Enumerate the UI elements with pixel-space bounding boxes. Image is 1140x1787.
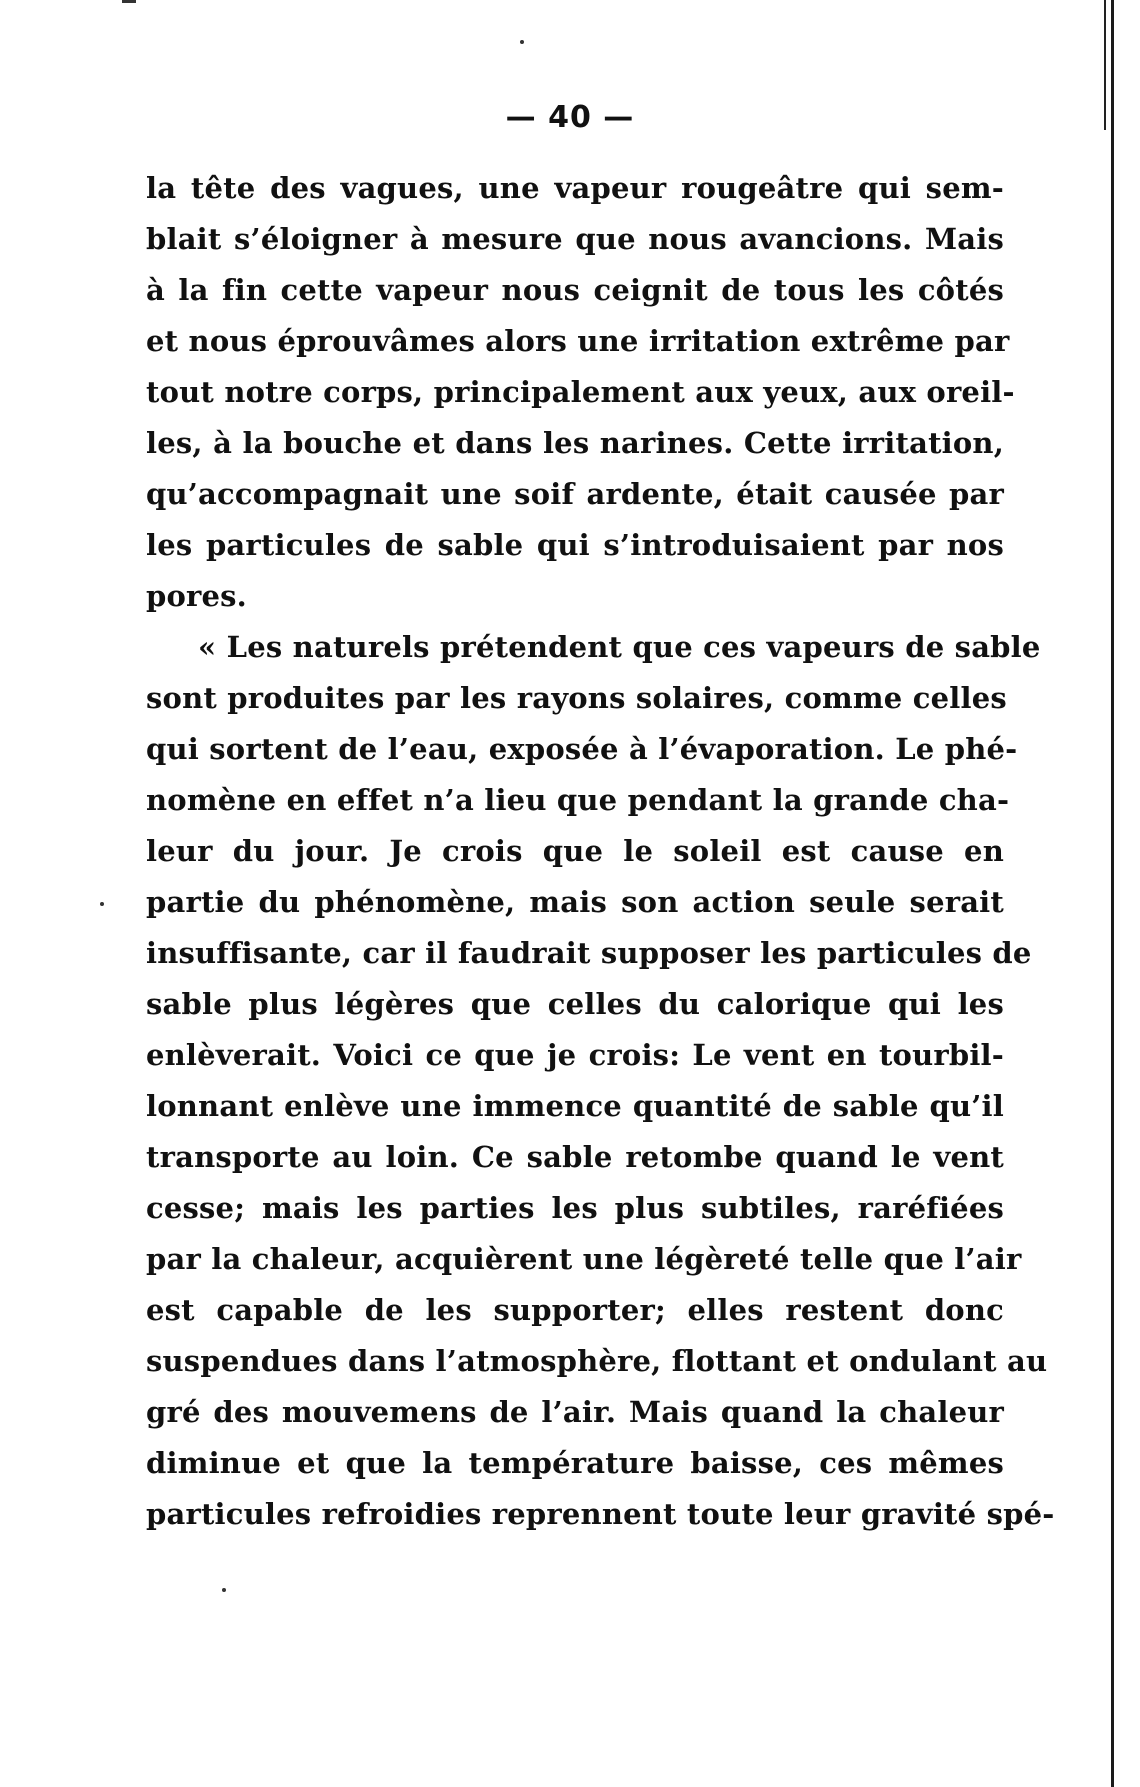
text-line: blait s’éloigner à mesure que nous avancions. Mais: [146, 222, 1004, 256]
text-line: lonnant enlève une immence quantité de sable qu’il: [146, 1089, 1004, 1123]
text-line: « Les naturels prétendent que ces vapeurs de sable: [198, 630, 1041, 664]
text-line: leur du jour. Je crois que le soleil est cause en: [146, 834, 1004, 868]
text-line: la tête des vagues, une vapeur rougeâtre qui sem-: [146, 171, 1004, 205]
page-number: — 40 —: [505, 100, 635, 135]
scan-speck: [222, 1588, 226, 1592]
body-text: [146, 163, 1055, 1540]
text-line: cesse; mais les parties les plus subtiles, raréfiées: [146, 1191, 1004, 1225]
text-line: à la fin cette vapeur nous ceignit de tous les côtés: [146, 273, 1004, 307]
scan-artifact-edge-line: [1111, 0, 1114, 1787]
text-line: transporte au loin. Ce sable retombe quand le vent: [146, 1140, 1004, 1174]
text-line: sable plus légères que celles du calorique qui les: [146, 987, 1004, 1021]
scan-artifact-tick: [122, 0, 136, 3]
text-line: suspendues dans l’atmosphère, flottant et ondulant au: [146, 1344, 1048, 1378]
text-line: est capable de les supporter; elles restent donc: [146, 1293, 1004, 1327]
text-line: les particules de sable qui s’introduisaient par nos: [146, 528, 1004, 562]
paragraph: [146, 622, 1055, 1540]
text-line: tout notre corps, principalement aux yeux, aux oreil-: [146, 375, 1015, 409]
text-line: les, à la bouche et dans les narines. Cette irritation,: [146, 426, 1004, 460]
text-line: nomène en effet n’a lieu que pendant la grande cha-: [146, 783, 1010, 817]
text-line: gré des mouvemens de l’air. Mais quand la chaleur: [146, 1395, 1004, 1429]
text-line: sont produites par les rayons solaires, comme celles: [146, 681, 1007, 715]
text-line: diminue et que la température baisse, ces mêmes: [146, 1446, 1004, 1480]
text-line: qu’accompagnait une soif ardente, était causée par: [146, 477, 1004, 511]
text-line: et nous éprouvâmes alors une irritation extrême par: [146, 324, 1010, 358]
text-line: partie du phénomène, mais son action seule serait: [146, 885, 1004, 919]
text-line: pores.: [146, 579, 247, 613]
text-line: particules refroidies reprennent toute leur gravité spé-: [146, 1497, 1055, 1531]
scan-speck: [100, 902, 104, 906]
paragraph: [146, 163, 1015, 622]
text-line: insuffisante, car il faudrait supposer les particules de: [146, 936, 1032, 970]
scan-speck: [520, 40, 524, 44]
text-line: qui sortent de l’eau, exposée à l’évaporation. Le phé-: [146, 732, 1018, 766]
text-line: par la chaleur, acquièrent une légèreté telle que l’air: [146, 1242, 1022, 1276]
text-line: enlèverait. Voici ce que je crois: Le vent en tourbil-: [146, 1038, 1004, 1072]
